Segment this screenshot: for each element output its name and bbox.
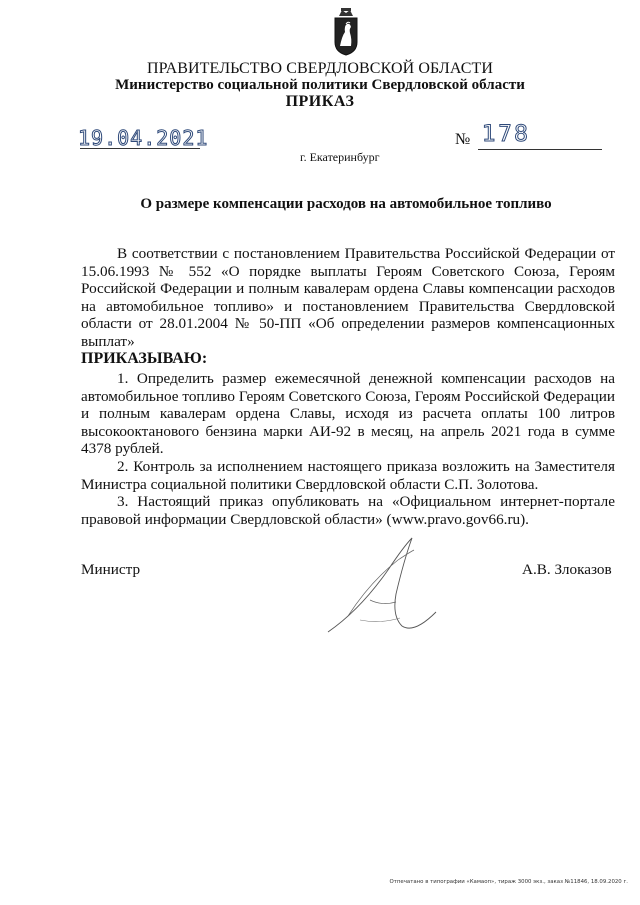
order-item-3: 3. Настоящий приказ опубликовать на «Официальном интернет-портале правовой информации Свердловской области» (www.pravo.gov66.ru). <box>81 493 615 528</box>
document-subject: О размере компенсации расходов на автомобильное топливо <box>140 196 552 212</box>
order-item-2: 2. Контроль за исполнением настоящего приказа возложить на Заместителя Министра социальной политики Свердловской области С.П. Золотова. <box>81 458 615 493</box>
city-label: г. Екатеринбург <box>300 150 380 164</box>
order-item-1: 1. Определить размер ежемесячной денежной компенсации расходов на автомобильное топливо Героям Советского Союза, Героям Российской Федерации и полным кавалерам ордена Славы, исходя из расчета оплаты 100 литров высокооктанового бензина марки АИ-92 в месяц, на апрель 2021 года в сумме 4378 рублей. <box>81 370 615 457</box>
ministry-title: Министерство социальной политики Свердловской области <box>115 77 525 93</box>
handwritten-number: 178 <box>482 122 530 147</box>
number-label: № <box>455 131 471 148</box>
date-underline <box>80 148 200 149</box>
government-title: ПРАВИТЕЛЬСТВО СВЕРДЛОВСКОЙ ОБЛАСТИ <box>146 60 494 77</box>
handwritten-signature <box>300 520 450 650</box>
signatory-title: Министр <box>81 561 141 578</box>
document-type: ПРИКАЗ <box>285 93 355 110</box>
intro-paragraph: В соответствии с постановлением Правительства Российской Федерации от 15.06.1993 № 552 «О порядке выплаты Героям Советского Союза, Героям Российской Федерации и полным кавалерам ордена Славы компенсации расходов на автомобильное топливо» и постановлением Правительства Свердловской области от 28.01.2004 № 50-ПП «Об определении размеров компенсационных выплат» <box>81 245 615 350</box>
handwritten-date: 19.04.2021 <box>78 126 209 150</box>
printer-note: Отпечатано в типографии «Камаоп», тираж 3000 экз., заказ №11846, 18.09.2020 г. <box>389 879 628 885</box>
decree-heading: ПРИКАЗЫВАЮ: <box>81 350 208 367</box>
signatory-name: А.В. Злоказов <box>522 561 612 578</box>
coat-of-arms-icon <box>333 6 359 56</box>
number-underline <box>478 149 602 150</box>
